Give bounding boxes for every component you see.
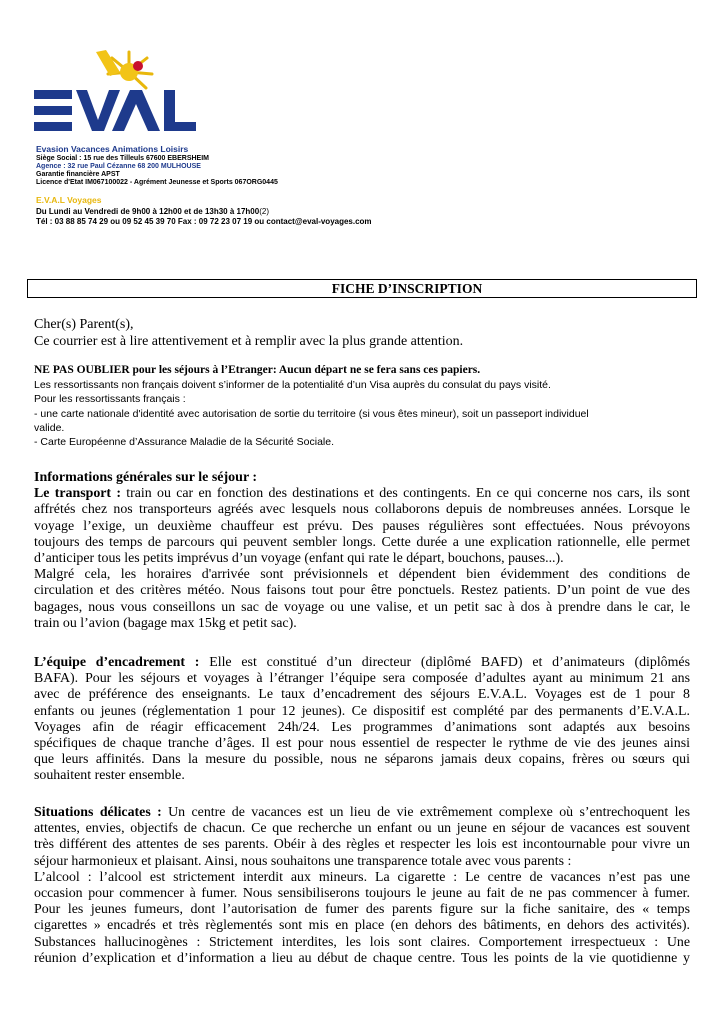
eval-wordmark [34, 90, 196, 131]
situations-line: L’alcool : l’alcool est strictement interdit aux mineurs. La cigarette : Le centre de vacances n’est pas une [34, 869, 690, 885]
situations-label: Situations délicates : [34, 805, 162, 820]
equipe-section [34, 655, 690, 785]
licence-text: Licence d'Etat IM067100022 - Agrément Jeunesse et Sports 067ORG0445 [36, 179, 278, 186]
warning-line: - une carte nationale d'identité avec autorisation de sortie du territoire (si vous êtes mineur), soit un passeport individuel [34, 407, 589, 420]
warning-line: - Carte Européenne d’Assurance Maladie de la Sécurité Sociale. [34, 436, 335, 449]
equipe-line: souhaitent rester ensemble. [34, 768, 185, 784]
situations-text: Un centre de vacances est un lieu de vie extrêmement complexe où s’entrechoquent les [161, 805, 690, 820]
situations-line: cigarettes » encadrés et très règlementés sont mis en place (en dehors des bâtiments, en dehors des activités). [34, 918, 690, 934]
warning-line: valide. [34, 421, 65, 434]
equipe-line: que leurs affinités. Dans la mesure du possible, nous ne séparons jamais deux copains, frères ou sœurs qui [34, 752, 690, 768]
transport-line: train ou l’avion (bagage max 15kg et petit sac). [34, 615, 297, 631]
situations-line: occasion pour commencer à fumer. Nous sensibiliserons toujours le jeune au fait de ne pas commencer à fumer. [34, 886, 690, 902]
equipe-line: avec de préférence des enseignants. Le taux d’encadrement des séjours E.V.A.L. Voyages est de 1 pour 8 [34, 687, 690, 703]
greeting: Cher(s) Parent(s), [34, 317, 134, 332]
transport-line: toujours des temps de parcours qui peuvent sembler longs. Cette durée a une explication rationnelle, elle permet [34, 534, 690, 550]
transport-line: bagages, nous vous conseillons un sac de voyage ou une valise, et un petit sac à dos à prendre dans le car, le [34, 599, 690, 615]
transport-label: Le transport : [34, 486, 121, 502]
brand-tagline: Evasion Vacances Animations Loisirs [36, 144, 189, 154]
info-section [34, 470, 690, 632]
transport-line: Malgré cela, les horaires d'arrivée sont prévisionnels et dépendent bien évidemment des conditions de [34, 567, 690, 583]
equipe-line: Voyages afin de réagir efficacement 24h/24. Les programmes d’animations sont adaptés aux besoins [34, 719, 690, 735]
garantie-text: Garantie financière APST [36, 171, 120, 178]
transport-line: d’anticiper tous les petits imprévus d’un voyage (enfant qui rate le départ, bouchons, pauses...). [34, 551, 564, 567]
situations-line: séjour harmonieux et plaisant. Ainsi, nous souhaitons une transparence totale avec vous parents : [34, 853, 572, 869]
warning-heading: NE PAS OUBLIER pour les séjours à l’Etranger: Aucun départ ne se fera sans ces papiers. [34, 364, 481, 376]
agency-name: E.V.A.L Voyages [36, 195, 102, 205]
situations-line [34, 805, 690, 821]
situations-line: Substances hallucinogènes : Strictement interdites, les lois sont claires. Comportement irrespectueux : Une [34, 934, 690, 950]
equipe-text: Elle est constitué d’un directeur (diplômé BAFD) et d’animateurs (diplômés [199, 655, 691, 670]
transport-line: affrétés chez nos transporteurs agréés avec lesquels nous collaborons depuis de nombreuses années. Lorsque le [34, 502, 690, 518]
intro-text: Ce courrier est à lire attentivement et à remplir avec la plus grande attention. [34, 334, 464, 349]
equipe-line [34, 655, 690, 671]
warning-line: Les ressortissants non français doivent s’informer de la potentialité d’un Visa auprès du consulat du pays visité. [34, 379, 551, 391]
situations-line: réunion d’explication et d’information a lieu au début de chaque centre. Tous les points de la vie quotidienne y [34, 950, 690, 966]
situations-section [34, 805, 690, 967]
hours-main: Du Lundi au Vendredi de 9h00 à 12h00 et de 13h30 à 17h00 [36, 207, 260, 216]
situations-line: très différent des attentes de ses parents. Obéir à des règles et respecter les lois est incontournable pour vivre un [34, 837, 690, 853]
opening-hours [36, 208, 269, 216]
warning-line: Pour les ressortissants français : [34, 393, 186, 406]
situations-line: Pour les jeunes fumeurs, dont l’autorisation de fumer des parents figure sur la fiche sanitaire, des « temps [34, 902, 690, 918]
transport-line: voyage l’exige, un deuxième chauffeur est prévu. Des pauses régulières sont effectuées. Nous prévoyons [34, 518, 690, 534]
eval-logo [32, 42, 202, 152]
hours-note: (2) [259, 207, 269, 216]
agence-address: Agence : 32 rue Paul Cézanne 68 200 MULHOUSE [36, 163, 201, 170]
transport-line: circulation et des critères météo. Nous faisons tout pour être ponctuels. Restez patients. D’un point de vue des [34, 583, 690, 599]
transport-text: train ou car en fonction des destinations et des contingents. En ce qui concerne nos cars, ils sont [120, 486, 690, 502]
contact-line: Tél : 03 88 85 74 29 ou 09 52 45 39 70 Fax : 09 72 23 07 19 ou contact@eval-voyages.com [36, 217, 372, 226]
page-title: FICHE D’INSCRIPTION [27, 279, 697, 298]
equipe-line: enfants ou jeunes (réglementation 1 pour 12 jeunes). Ce dispositif est complété par des permanents d’E.V.A.L. [34, 703, 690, 719]
info-heading: Informations générales sur le séjour : [34, 470, 258, 485]
siege-address: Siège Social : 15 rue des Tilleuls 67600 EBERSHEIM [36, 155, 210, 162]
equipe-line: BAFA). Pour les séjours et voyages à l’étranger l’équipe sera composée d’adultes ayant au minimum 21 ans [34, 671, 690, 687]
transport-line [34, 486, 690, 502]
equipe-label: L’équipe d’encadrement : [34, 655, 200, 670]
equipe-line: spécifiques de chaque tranche d’âges. Il est pour nous essentiel de respecter le rythme de vie des jeunes ainsi [34, 736, 690, 752]
warning-block [34, 363, 690, 449]
situations-line: attentes, envies, objectifs de chacun. Ce que recherche un enfant ou un jeune en séjour de vacances est souvent [34, 821, 690, 837]
